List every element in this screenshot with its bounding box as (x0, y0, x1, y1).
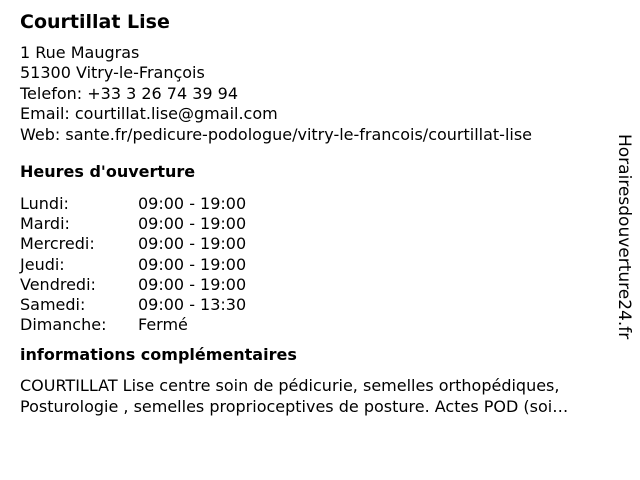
hours-table (20, 194, 610, 335)
hours-time: 09:00 - 19:00 (138, 274, 247, 294)
info-heading: informations complémentaires (20, 345, 297, 365)
hours-time: 09:00 - 13:30 (138, 295, 247, 315)
phone-line: Telefon: +33 3 26 74 39 94 (20, 83, 239, 103)
hours-row-dimanche (20, 315, 610, 335)
business-name: Courtillat Lise (20, 11, 170, 33)
hours-day: Vendredi: (20, 274, 96, 294)
web-line: Web: sante.fr/pedicure-podologue/vitry-le-francois/courtillat-lise (20, 124, 533, 144)
hours-day: Samedi: (20, 295, 86, 315)
hours-day: Jeudi: (20, 254, 65, 274)
hours-row-lundi (20, 194, 610, 214)
hours-row-samedi (20, 295, 610, 315)
address-city: 51300 Vitry-le-François (20, 63, 205, 83)
hours-time: 09:00 - 19:00 (138, 254, 247, 274)
info-line: COURTILLAT Lise centre soin de pédicurie, semelles orthopédiques, (20, 376, 560, 396)
hours-day: Mardi: (20, 214, 70, 234)
email-line: Email: courtillat.lise@gmail.com (20, 104, 278, 124)
hours-row-vendredi (20, 275, 610, 295)
hours-time: 09:00 - 19:00 (138, 194, 247, 214)
hours-day: Dimanche: (20, 315, 107, 335)
info-line: Posturologie , semelles proprioceptives de posture. Actes POD (soi… (20, 396, 569, 416)
address-street: 1 Rue Maugras (20, 43, 140, 62)
hours-heading: Heures d'ouverture (20, 162, 196, 182)
hours-row-mercredi (20, 234, 610, 254)
hours-time: Fermé (138, 315, 188, 335)
info-description (20, 376, 620, 417)
hours-time: 09:00 - 19:00 (138, 234, 247, 254)
hours-day: Mercredi: (20, 234, 95, 254)
business-card (20, 10, 610, 417)
hours-time: 09:00 - 19:00 (138, 214, 247, 234)
hours-row-mardi (20, 214, 610, 234)
site-watermark: Horairesdouverture24.fr (614, 134, 634, 340)
hours-row-jeudi (20, 255, 610, 275)
hours-day: Lundi: (20, 194, 69, 214)
contact-block (20, 43, 610, 145)
